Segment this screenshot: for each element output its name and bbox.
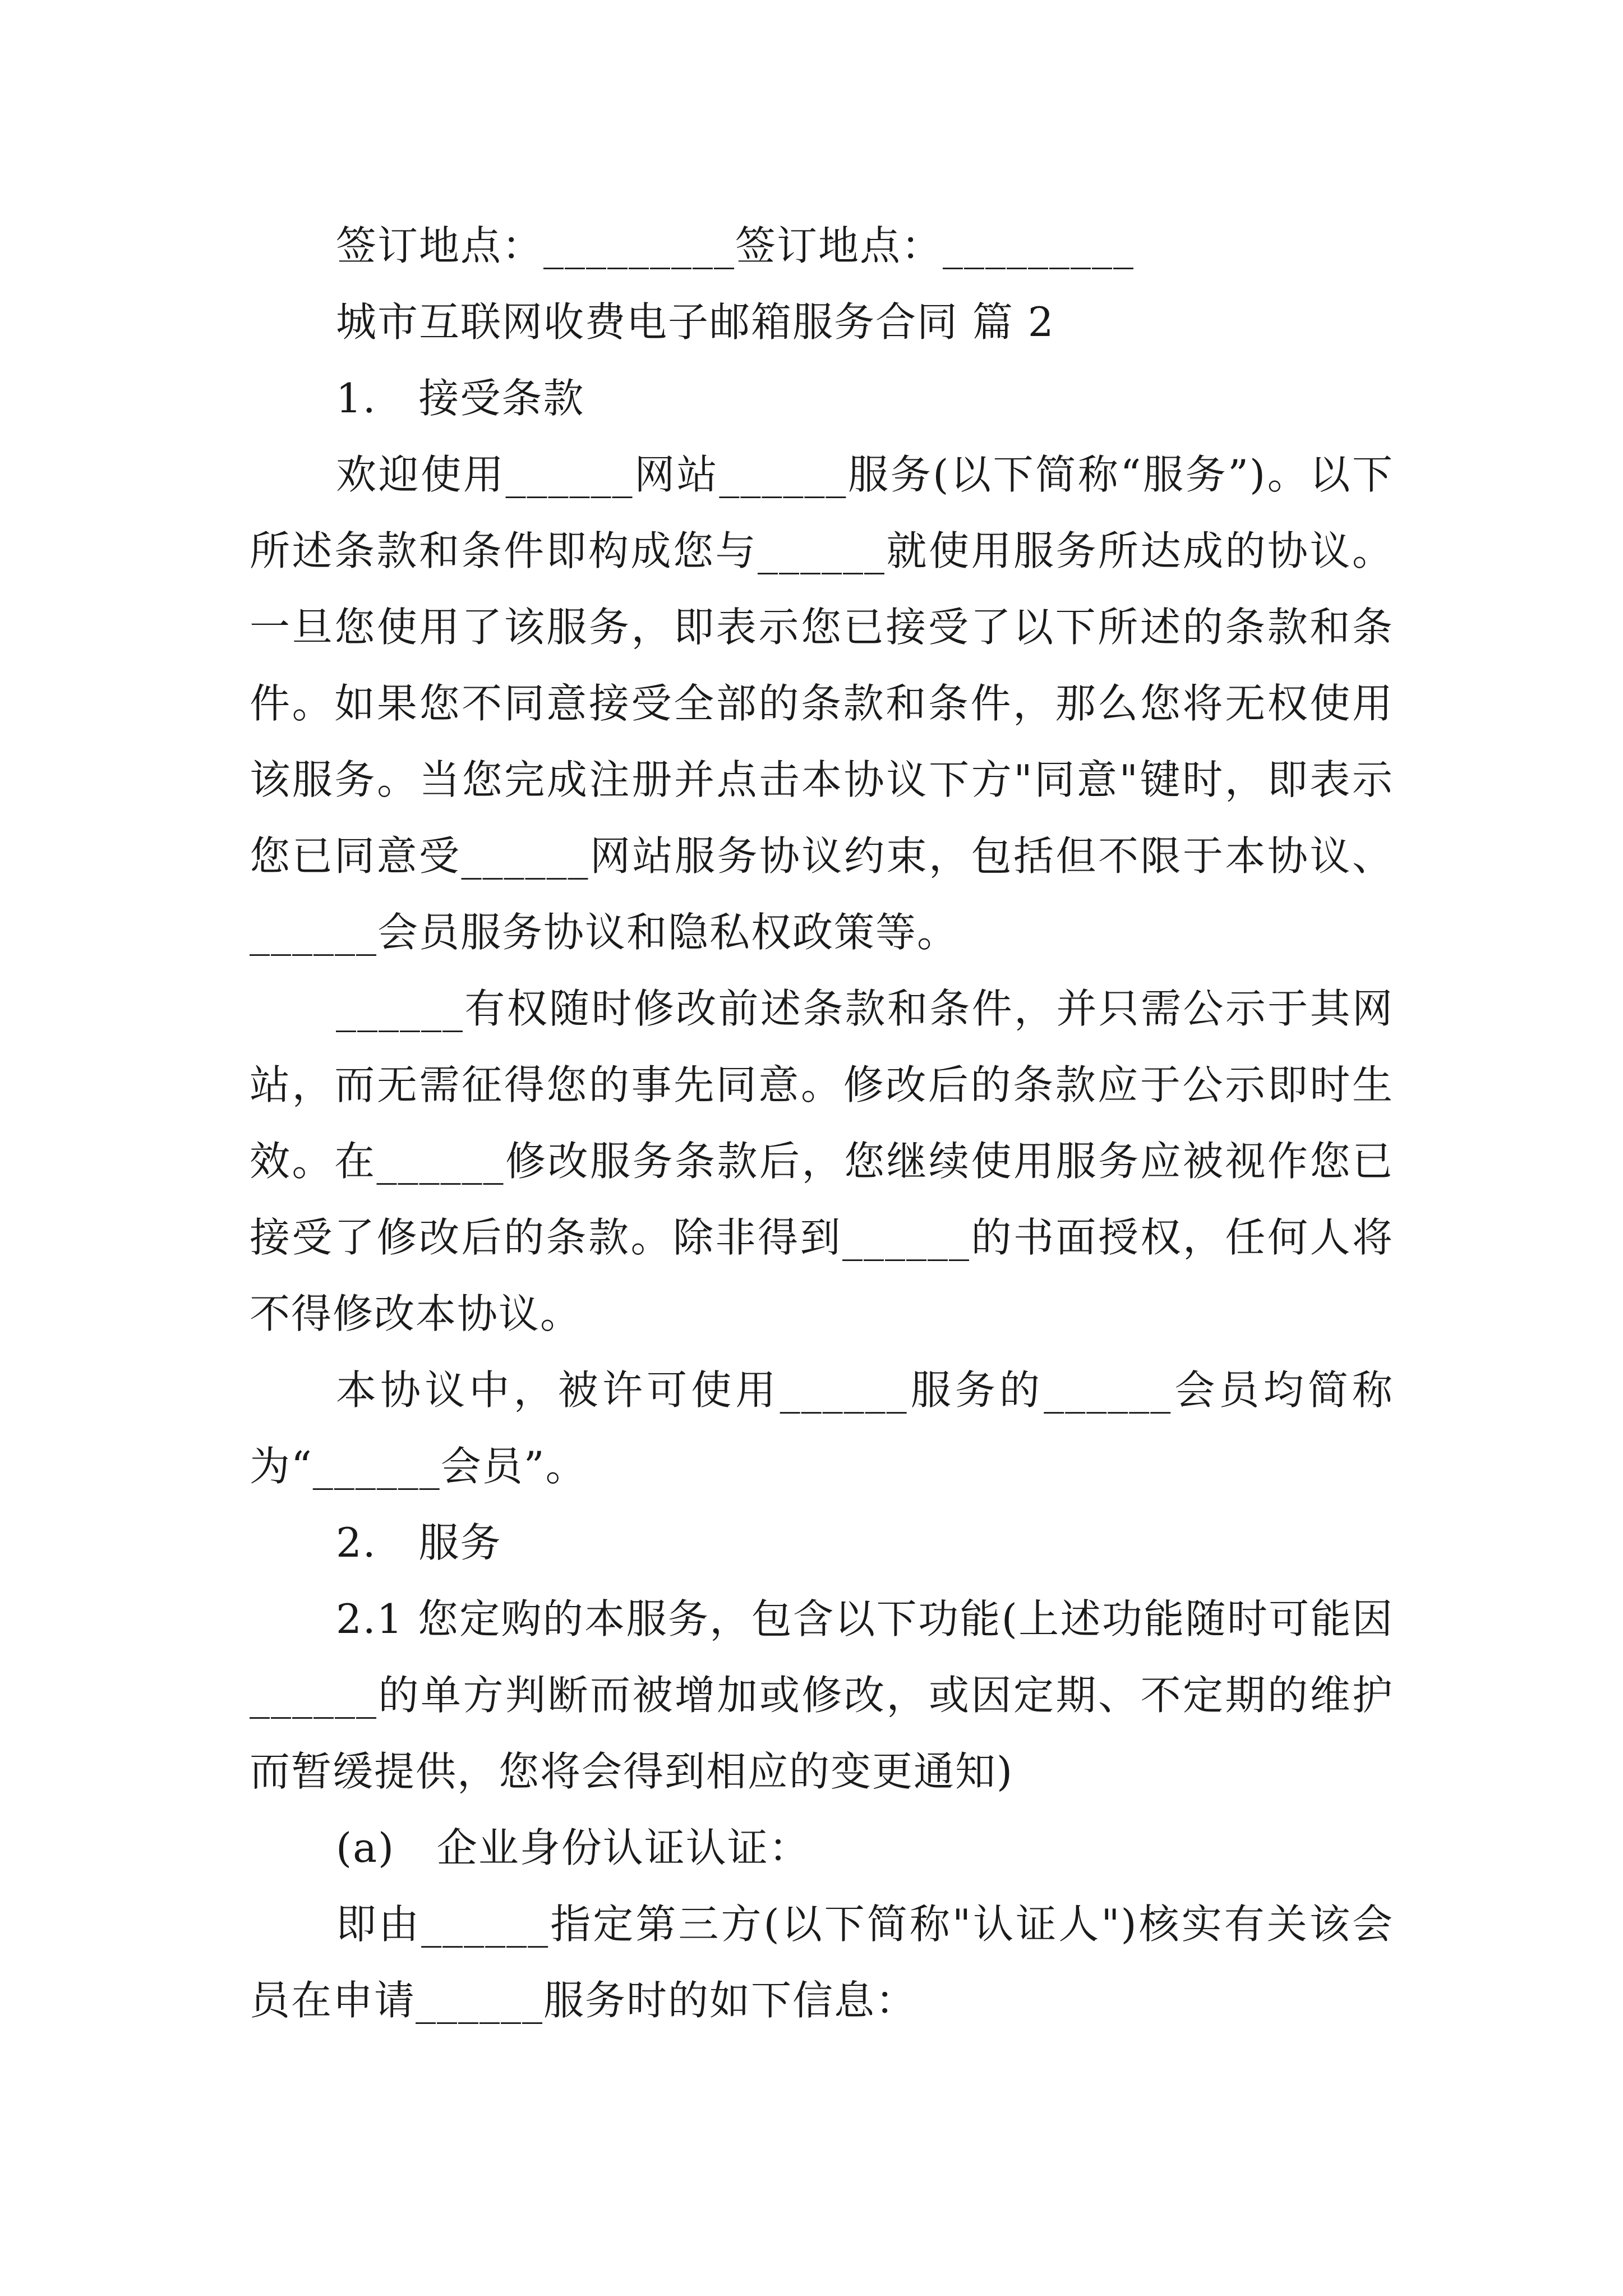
section-2-heading: 2. 服务 xyxy=(336,1519,502,1566)
signing-place-line: 签订地点：_________签订地点：_________ xyxy=(336,222,1135,269)
paragraph-accept-terms: 欢迎使用______网站______服务(以下简称“服务”)。以下所述条款和条件即构成您与______就使用服务所达成的协议。一旦您使用了该服务，即表示您已接受了以下所述的条款和条件。如果您不同意接受全部的条款和条件，那么您将无权使用该服务。当您完成注册并点击本协议下方"同意"键时，即表示您已同意受______网站服务协议约束，包括但不限于本协议、______会员服务协议和隐私权政策等。 xyxy=(250,451,1394,956)
paragraph-modify-terms: ______有权随时修改前述条款和条件，并只需公示于其网站，而无需征得您的事先同意。修改后的条款应于公示即时生效。在______修改服务条款后，您继续使用服务应被视作您已接受了修改后的条款。除非得到______的书面授权，任何人将不得修改本协议。 xyxy=(250,985,1394,1337)
paragraph-member-definition: 本协议中，被许可使用______服务的______会员均简称为“______会员”。 xyxy=(250,1366,1394,1490)
item-a-heading: (a) 企业身份认证认证： xyxy=(336,1824,810,1871)
section-1-heading: 1. 接受条款 xyxy=(336,375,585,422)
contract-subtitle: 城市互联网收费电子邮箱服务合同 篇 2 xyxy=(336,298,1055,346)
paragraph-verification: 即由______指定第三方(以下简称"认证人")核实有关该会员在申请______服务时的如下信息： xyxy=(250,1901,1394,2024)
document-body xyxy=(250,208,1394,2039)
paragraph-service-functions: 2.1 您定购的本服务，包含以下功能(上述功能随时可能因______的单方判断而被增加或修改，或因定期、不定期的维护而暂缓提供，您将会得到相应的变更通知) xyxy=(250,1595,1394,1795)
